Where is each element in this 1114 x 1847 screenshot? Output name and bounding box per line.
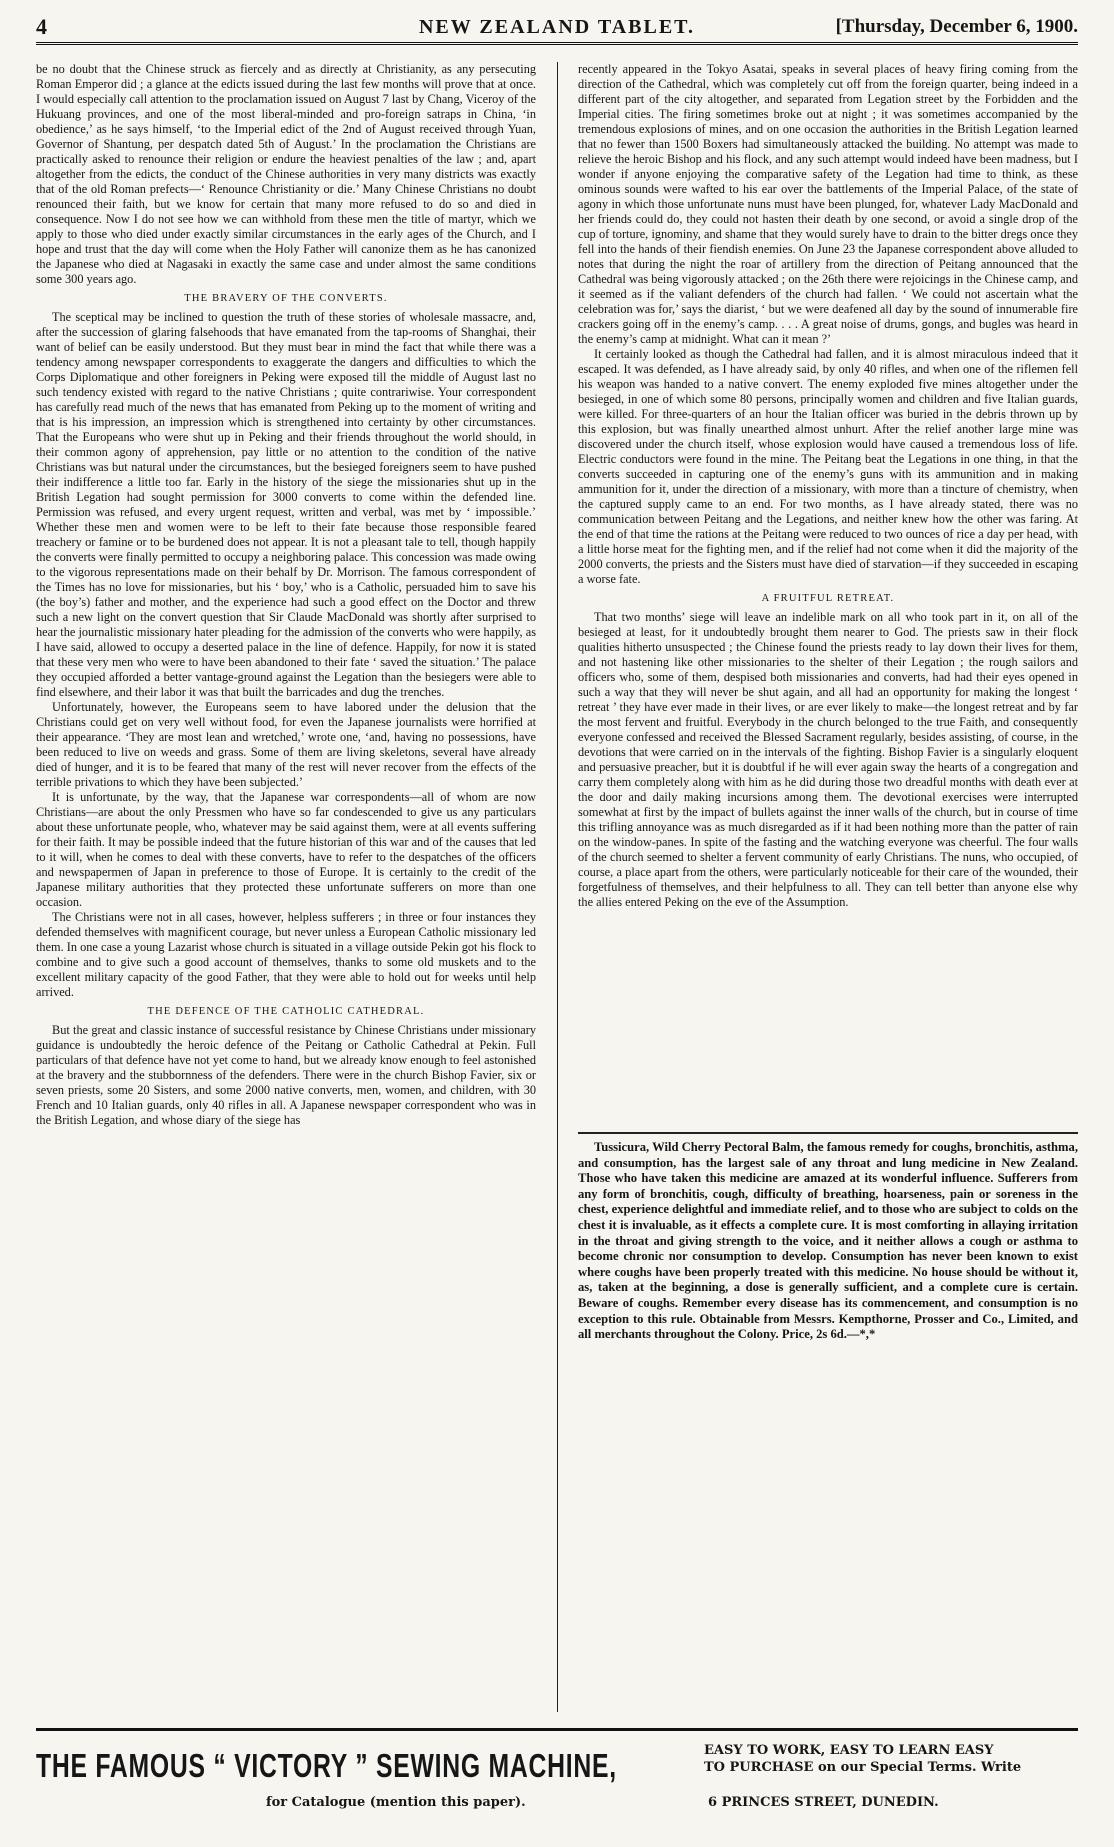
section-heading: THE DEFENCE OF THE CATHOLIC CATHEDRAL. bbox=[147, 1005, 425, 1017]
right-column bbox=[578, 62, 1078, 1126]
article-paragraph: be no doubt that the Chinese struck as fiercely and as directly at Christianity, as any persecuting Roman Emperor did ; a glance at the edicts issued during the last few months will prove that at once. I would especially call attention to the proclamation issued on August 7 last by Chang, Viceroy of the Hukuang provinces, and one of the most liberal-minded and pro-foreign satraps in China, ‘in obedience,’ as he says himself, ‘to the Imperial edict of the 2nd of August received through Yuan, Governor of Shantung, per despatch dated 5th of August.’ In the proclamation the Christians are practically asked to renounce their religion or endure the heaviest penalties of the law ; and, apart altogether from the edicts, the conduct of the Chinese authorities in very many districts was exactly that of the old Roman prefects—‘ Renounce Christianity or die.’ Many Chinese Christians no doubt renounced their faith, but we know for certain that many more refused to do so and died in consequence. Now I do not see how we can withhold from these men the title of martyr, which we apply to those who died under exactly similar circumstances in the early ages of the Church, and I hope and trust that the day will come when the Holy Father will canonize them as he has canonized the Japanese who died at Nagasaki in exactly the same case and under almost the same conditions some 300 years ago. bbox=[36, 62, 536, 286]
issue-date: [Thursday, December 6, 1900. bbox=[835, 16, 1078, 37]
article-paragraph: It certainly looked as though the Cathedral had fallen, and it is almost miraculous indeed that it escaped. It was defended, as I have already said, by only 40 rifles, and when one of the riflemen fell his weapon was handed to a native convert. The enemy exploded five mines altogether under the besieged, in one of which some 80 persons, principally women and children and five Italian guards, were killed. For three-quarters of an hour the Italian officer was buried in the debris thrown up by this explosion, but was finally unearthed almost unhurt. After the relief another large mine was discovered under the church itself, whose explosion would have caused a tremendous loss of life. Electric conductors were found in the mine. The Peitang beat the Legations in one thing, in that the converts succeeded in capturing one of the enemy’s guns with its ammunition and in making ammunition for it, under the direction of a missionary, with more than a tincture of chemistry, when the captured supply came to an end. For two months, as I have already stated, there was no communication between Peitang and the Legations, and neither knew how the other was faring. At the end of that time the rations at the Peitang were reduced to two ounces of rice a day per head, with a little horse meat for the fighting men, and if the relief had not come when it did the majority of the 2000 converts, the priests and the Sisters must have died of starvation—if they succeeded in escaping a worse fate. bbox=[578, 347, 1078, 586]
footer-offer-line: EASY TO WORK, EASY TO LEARN EASY bbox=[704, 1743, 994, 1758]
section-heading: THE BRAVERY OF THE CONVERTS. bbox=[184, 293, 388, 304]
page-number: 4 bbox=[36, 14, 47, 39]
left-column bbox=[36, 62, 536, 1717]
article-paragraph: The Christians were not in all cases, however, helpless sufferers ; in three or four instances they defended themselves with magnificent courage, but never unless a European Catholic missionary led them. In one case a young Lazarist whose church is situated in a village outside Pekin got his flock to combine and to give such a good account of themselves, thanks to some old muskets and to the excellent military capacity of the good Father, that they were able to hold out for weeks until help arrived. bbox=[36, 909, 536, 999]
article-paragraph: But the great and classic instance of successful resistance by Chinese Christians under missionary guidance is undoubtedly the heroic defence of the Peitang or Catholic Cathedral at Pekin. Full particulars of that defence have not yet come to hand, but we already know enough to feel astonished at the bravery and the stubbornness of the defenders. There were in the church Bishop Favier, six or seven priests, some 20 Sisters, and some 2000 native converts, men, women, and children, with 30 French and 10 Italian guards, only 40 rifles in all. A Japanese newspaper correspondent who was in the British Legation, and whose diary of the siege has bbox=[36, 1022, 536, 1127]
footer-subline: for Catalogue (mention this paper). bbox=[266, 1795, 526, 1810]
footer-advert bbox=[36, 1728, 1078, 1831]
section-heading: A FRUITFUL RETREAT. bbox=[761, 593, 895, 604]
article-paragraph: recently appeared in the Tokyo Asatai, speaks in several places of heavy firing coming from the direction of the Cathedral, which was completely cut off from the foreign quarter, being indeed in a different part of the city altogether, and separated from Legation street by the Forbidden and the Imperial cities. The firing sometimes broke out at night ; it was sometimes accompanied by the tremendous explosions of mines, and on one occasion the authorities in the British Legation learned that no fewer than 1500 Boxers had simultaneously attacked the building. No attempt was made to relieve the heroic Bishop and his flock, and any such attempt would indeed have been madness, but I wonder if anyone enjoying the comparative safety of the Legation had time to think, as these ominous sounds were wafted to his ear over the battlements of the Imperial Palace, of the state of agony in which those unfortunate nuns must have been plunged, for, whatever Lady MacDonald and her friends could do, they could not hasten their death by one second, or avoid a single drop of the cup of torture, ignominy, and shame that they would surely have to drain to the bitter dregs once they fell into the hands of their fiendish enemies. On June 23 the Japanese correspondent above alluded to notes that during the night the roar of artillery from the direction of Peitang announced that the Cathedral was being vigorously attacked ; on the 26th there were rejoicings in the Chinese camp, and it seemed as if the valiant defenders of the church had fallen. ‘ We could not ascertain what the celebration was for,’ says the diarist, ‘ but we were deafened all day by the sound of innumerable fire crackers going off in the enemy’s camp. . . . A great noise of drums, gongs, and bugles was heard in the enemy’s camp at midnight. What can it mean ?’ bbox=[578, 62, 1078, 346]
article-paragraph: The sceptical may be inclined to question the truth of these stories of wholesale massacre, and, after the succession of glaring falsehoods that have emanated from the tap-rooms of Shanghai, their want of belief can be easily understood. But they must bear in mind the fact that while there was a tendency among newspaper correspondents to exaggerate the dangers and difficulties to which the Corps Diplomatique and other foreigners in Peking were exposed till the middle of August last no such tendency existed with regard to the native Christians ; quite contrariwise. Your correspondent has carefully read much of the news that has emanated from Peking up to the moment of writing and that is his impression, an impression which is strengthened into certainty by other circumstances. That the Europeans who were shut up in Peking and their friends throughout the world should, in their common agony of apprehension, pay little or no attention to the condition of the native Christians was but natural under the circumstances, but the besieged foreigners seem to have pushed their indifference a little too far. Early in the history of the siege the missionaries shut up in the British Legation had sought permission for 3000 converts to come within the defended line. Permission was refused, and every urgent request, written and verbal, was met by ‘ impossible.’ Whether these men and women were to be left to their fate because those responsible feared treachery or famine or to be burdened does not appear. It is not a pleasant tale to tell, though happily the converts were finally permitted to occupy a neighboring palace. This concession was made owing to the vigorous representations made on their behalf by Dr. Morrison. The famous correspondent of the Times has no love for missionaries, but his ‘ boy,’ who is a Catholic, persuaded him to save his (the boy’s) father and mother, and the experience had such a good effect on the Doctor and threw such a new light on the convert question that Sir Claude MacDonald was shortly after surprised to hear the journalistic missionary hater pleading for the admission of the converts who were happily, as I have said, allowed to occupy a deserted palace in the line of defence. Happily, for now it is stated that these very men who were to have been abandoned to their fate ‘ saved the situation.’ The palace they occupied afforded a better vantage-ground against the Legation than the besiegers were able to find elsewhere, and their labor it was that built the barricades and dug the trenches. bbox=[36, 309, 536, 699]
page-header bbox=[36, 12, 1078, 45]
masthead-title: NEW ZEALAND TABLET. bbox=[418, 16, 696, 38]
article-paragraph: Unfortunately, however, the Europeans seem to have labored under the delusion that the Christians could get on very well without food, for even the Japanese journalists were horrified at their appearance. ‘They are most lean and wretched,’ wrote one, ‘and, having no possessions, have been reduced to live on weeds and grass. Some of them are living skeletons, several have already died of hunger, and it is to be feared that many of the rest will never recover from the effects of the terrible privations to which they have been subjected.’ bbox=[36, 699, 536, 789]
article-paragraph: It is unfortunate, by the way, that the Japanese war correspondents—all of whom are now Christians—are about the only Pressmen who have so far condescended to give us any particulars about these unfortunate people, who, whatever may be said against them, were at all events suffering for their faith. It may be possible indeed that the future historian of this war and of the causes that led to it will, when he comes to deal with these converts, have to refer to the despatches of the officers and newspapermen of Japan in preference to those of Europe. It is certainly to the credit of the Japanese military authorities that they protected these unfortunate sufferers on more than one occasion. bbox=[36, 789, 536, 909]
tussicura-advert bbox=[578, 1140, 1078, 1712]
footer-address: 6 PRINCES STREET, DUNEDIN. bbox=[708, 1795, 939, 1810]
column-divider bbox=[557, 62, 558, 1712]
article-paragraph: That two months’ siege will leave an indelible mark on all who took part in it, on all of the besieged at least, for it undoubtedly brought them nearer to God. The priests saw in their flock qualities hitherto unsuspected ; the Chinese found the priests ready to lay down their lives for them, and not hastening like other missionaries to the shelter of their Legation ; the rough sailors and officers who, some of them, despised both missionaries and converts, had had their eyes opened in such a way that they will never be shut again, and all had an opportunity for making the longest ‘ retreat ’ they have ever made in their lives, or are ever likely to make—the longest retreat and by far the most fervent and fruitful. Everybody in the church belonged to the true Faith, and consequently everyone confessed and received the Blessed Sacrament regularly, besides assisting, of course, in the devotions that were carried on in the intervals of the fighting. Bishop Favier is a singularly eloquent and persuasive preacher, but it is doubtful if he will ever again sway the hearts of a congregation and carry them completely along with him as he did during those two dreadful months with death ever at the door and daily making incursions among them. The devotional exercises were interrupted somewhat at first by the impact of bullets against the inner walls of the church, but in course of time this trifling annoyance was as much disregarded as if it had been nothing more than the patter of rain on the window-panes. In spite of the fasting and the watching everyone was cheerful. The four walls of the church seemed to shelter a fervent community of early Christians. The nuns, who occupied, of course, a place apart from the others, were particularly noticeable for their care of the wounded, their forgetfulness of themselves, and their helpfulness to all. They can tell better than anyone else why the allies entered Peking on the eve of the Assumption. bbox=[578, 609, 1078, 909]
footer-offer bbox=[704, 1743, 1104, 1777]
footer-headline: THE FAMOUS “ VICTORY ” SEWING MACHINE, bbox=[36, 1747, 617, 1784]
footer-offer-line: TO PURCHASE on our Special Terms. Write bbox=[704, 1759, 1022, 1775]
advert-divider bbox=[578, 1132, 1078, 1134]
advert-text: Tussicura, Wild Cherry Pectoral Balm, the famous remedy for coughs, bronchitis, asthma, and consumption, has the largest sale of any throat and lung medicine in New Zealand. Those who have taken this medicine are amazed at its wonderful influence. Sufferers from any form of bronchitis, cough, difficulty of breathing, hoarseness, pain or soreness in the chest, experience delightful and immediate relief, and to those who are subject to colds on the chest it is invaluable, as it effects a complete cure. It is most comforting in allaying irritation in the throat and giving strength to the voice, and it neither allows a cough or asthma to become chronic nor consumption to develop. Consumption has never been known to exist where coughs have been properly treated with this medicine. No house should be without it, as, taken at the beginning, a dose is generally sufficient, and a complete cure is certain. Beware of coughs. Remember every disease has its commencement, and consumption is no exception to this rule. Obtainable from Messrs. Kempthorne, Prosser and Co., Limited, and all merchants throughout the Colony. Price, 2s 6d.—*,* bbox=[578, 1140, 1078, 1342]
